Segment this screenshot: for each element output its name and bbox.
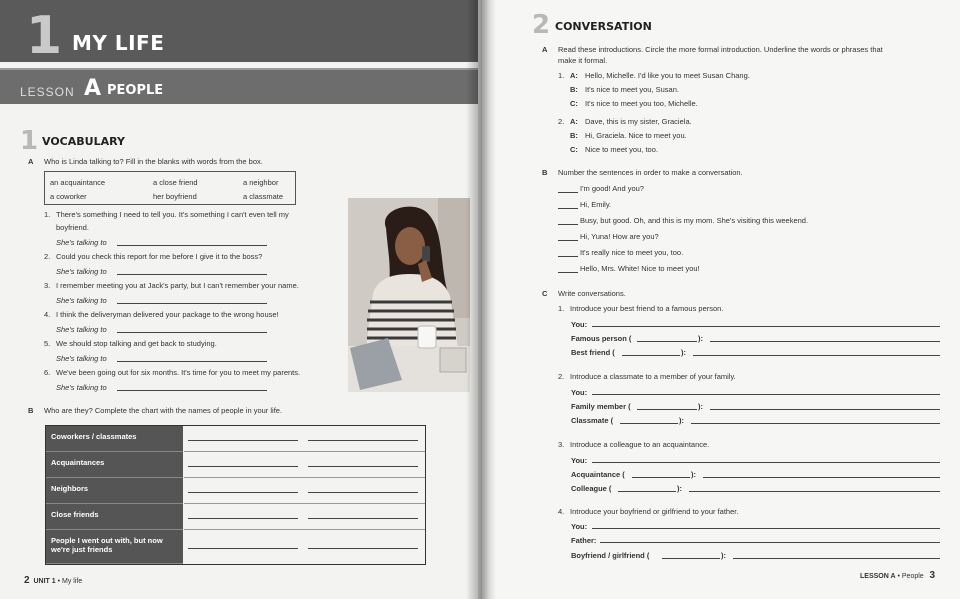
speaker: A: bbox=[570, 117, 578, 126]
dialog-line: Nice to meet you, too. bbox=[585, 145, 658, 154]
answer-prompt: She's talking to bbox=[56, 296, 107, 305]
exercise-a-instruction: Read these introductions. Circle the more formal introduction. Underline the words or phrases that bbox=[558, 45, 883, 54]
task-number: 2. bbox=[558, 372, 565, 381]
answer-prompt: She's talking to bbox=[56, 267, 107, 276]
footer-unit-title: My life bbox=[61, 578, 83, 585]
item-text: We should stop talking and get back to studying. bbox=[56, 339, 217, 348]
conversation-sentence: It's really nice to meet you, too. bbox=[580, 248, 684, 257]
speaker: C: bbox=[570, 99, 578, 108]
role-label: You: bbox=[571, 456, 588, 465]
conversation-sentence: Hi, Emily. bbox=[580, 200, 612, 209]
name-blank[interactable] bbox=[662, 558, 720, 559]
name-blank[interactable] bbox=[637, 409, 697, 410]
order-blank[interactable] bbox=[558, 256, 578, 257]
response-line[interactable] bbox=[592, 462, 940, 463]
answer-blank[interactable] bbox=[117, 245, 267, 246]
chart-row bbox=[46, 504, 425, 530]
dialog-number: 2. bbox=[558, 117, 565, 126]
item-text: Could you check this report for me before I give it to the boss? bbox=[56, 252, 263, 261]
lesson-title: PEOPLE bbox=[107, 83, 164, 98]
right-footer bbox=[860, 570, 935, 581]
word-option: a close friend bbox=[153, 178, 198, 187]
item-text: I think the deliveryman delivered your package to the wrong house! bbox=[56, 310, 279, 319]
answer-blank[interactable] bbox=[117, 390, 267, 391]
item-number: 3. bbox=[44, 281, 51, 290]
paren-close: ): bbox=[679, 416, 684, 425]
exercise-b-instruction: Who are they? Complete the chart with the names of people in your life. bbox=[44, 406, 283, 415]
order-blank[interactable] bbox=[558, 240, 578, 241]
task-text: Introduce your best friend to a famous person. bbox=[570, 304, 724, 313]
answer-prompt: She's talking to bbox=[56, 354, 107, 363]
chart-blank[interactable] bbox=[188, 466, 298, 467]
task-text: Introduce a colleague to an acquaintance. bbox=[570, 440, 710, 449]
role-label: You: bbox=[571, 320, 588, 329]
word-option: an acquaintance bbox=[50, 178, 106, 187]
chart-blank[interactable] bbox=[188, 518, 298, 519]
footer-separator: • bbox=[57, 578, 61, 585]
role-label: Famous person ( bbox=[571, 334, 632, 343]
chart-blank[interactable] bbox=[308, 518, 418, 519]
vocab-section-number: 1 bbox=[20, 126, 39, 156]
name-blank[interactable] bbox=[637, 341, 697, 342]
exercise-a-letter: A bbox=[542, 45, 548, 54]
dialog-number: 1. bbox=[558, 71, 565, 80]
word-option: a classmate bbox=[243, 192, 284, 201]
name-blank[interactable] bbox=[622, 355, 680, 356]
item-text: I remember meeting you at Jack's party, but I can't remember your name. bbox=[56, 281, 299, 290]
response-line[interactable] bbox=[592, 326, 940, 327]
footer-separator: • bbox=[897, 573, 900, 580]
item-number: 5. bbox=[44, 339, 51, 348]
conversation-section-number: 2 bbox=[532, 10, 551, 40]
exercise-b-instruction: Number the sentences in order to make a conversation. bbox=[558, 168, 743, 177]
footer-unit: UNIT 1 bbox=[33, 578, 56, 585]
word-box bbox=[44, 171, 296, 205]
page-number: 2 bbox=[24, 575, 30, 586]
response-line[interactable] bbox=[600, 542, 940, 543]
chart-blank[interactable] bbox=[188, 440, 298, 441]
order-blank[interactable] bbox=[558, 272, 578, 273]
response-line[interactable] bbox=[733, 558, 940, 559]
exercise-c-instruction: Write conversations. bbox=[558, 289, 626, 298]
conversation-sentence: I'm good! And you? bbox=[580, 184, 644, 193]
conversation-sentence: Hi, Yuna! How are you? bbox=[580, 232, 659, 241]
name-blank[interactable] bbox=[618, 491, 676, 492]
response-line[interactable] bbox=[710, 341, 940, 342]
speaker: A: bbox=[570, 71, 578, 80]
task-number: 4. bbox=[558, 507, 565, 516]
dialog-line: Hello, Michelle. I'd like you to meet Susan Chang. bbox=[585, 71, 750, 80]
conversation-sentence: Hello, Mrs. White! Nice to meet you! bbox=[580, 264, 700, 273]
footer-lesson: LESSON A bbox=[860, 573, 896, 580]
speaker: B: bbox=[570, 131, 578, 140]
chart-blank[interactable] bbox=[308, 548, 418, 549]
name-blank[interactable] bbox=[632, 477, 690, 478]
item-number: 4. bbox=[44, 310, 51, 319]
item-text: There's something I need to tell you. It's something I can't even tell my bbox=[56, 210, 289, 219]
name-blank[interactable] bbox=[620, 423, 678, 424]
response-line[interactable] bbox=[592, 394, 940, 395]
chart-blank[interactable] bbox=[308, 466, 418, 467]
role-label: Family member ( bbox=[571, 402, 631, 411]
item-text: We've been going out for six months. It's time for you to meet my parents. bbox=[56, 368, 301, 377]
word-option: a neighbor bbox=[243, 178, 279, 187]
item-number: 6. bbox=[44, 368, 51, 377]
left-page bbox=[0, 0, 478, 599]
lesson-letter: A bbox=[84, 76, 102, 101]
unit-number: 1 bbox=[26, 6, 63, 66]
conversation-sentence: Busy, but good. Oh, and this is my mom. She's visiting this weekend. bbox=[580, 216, 809, 225]
answer-blank[interactable] bbox=[117, 332, 267, 333]
chart-row bbox=[46, 452, 425, 478]
chart-row bbox=[46, 478, 425, 504]
role-label: Colleague ( bbox=[571, 484, 612, 493]
order-blank[interactable] bbox=[558, 192, 578, 193]
answer-blank[interactable] bbox=[117, 274, 267, 275]
conversation-section-title: CONVERSATION bbox=[555, 20, 652, 33]
role-label: Best friend ( bbox=[571, 348, 615, 357]
response-line[interactable] bbox=[691, 423, 940, 424]
exercise-a-instruction: Who is Linda talking to? Fill in the blanks with words from the box. bbox=[44, 157, 263, 166]
answer-prompt: She's talking to bbox=[56, 238, 107, 247]
people-chart bbox=[45, 425, 426, 565]
response-line[interactable] bbox=[693, 355, 940, 356]
speaker: B: bbox=[570, 85, 578, 94]
exercise-b-letter: B bbox=[542, 168, 548, 177]
lesson-word: LESSON bbox=[20, 85, 75, 99]
order-blank[interactable] bbox=[558, 208, 578, 209]
paren-close: ): bbox=[698, 334, 703, 343]
paren-close: ): bbox=[698, 402, 703, 411]
dialog-line: Dave, this is my sister, Graciela. bbox=[585, 117, 692, 126]
task-number: 1. bbox=[558, 304, 565, 313]
chart-row bbox=[46, 426, 425, 452]
item-text-cont: boyfriend. bbox=[56, 223, 89, 232]
speaker: C: bbox=[570, 145, 578, 154]
chart-blank[interactable] bbox=[188, 548, 298, 549]
chart-row-label: People I went out with, but now we're just friends bbox=[46, 530, 183, 564]
exercise-b-letter: B bbox=[28, 406, 34, 415]
role-label: You: bbox=[571, 522, 588, 531]
role-label: Father: bbox=[571, 536, 597, 545]
word-option: a coworker bbox=[50, 192, 87, 201]
exercise-a-letter: A bbox=[28, 157, 34, 166]
response-line[interactable] bbox=[710, 409, 940, 410]
exercise-c-letter: C bbox=[542, 289, 548, 298]
paren-close: ): bbox=[677, 484, 682, 493]
answer-prompt: She's talking to bbox=[56, 325, 107, 334]
paren-close: ): bbox=[721, 551, 726, 560]
right-page bbox=[482, 0, 960, 599]
exercise-a-instruction-cont: make it formal. bbox=[558, 56, 608, 65]
photo-illustration bbox=[348, 198, 470, 392]
unit-title: MY LIFE bbox=[72, 31, 165, 55]
role-label: Boyfriend / girlfriend ( bbox=[571, 551, 650, 560]
page-number: 3 bbox=[929, 570, 936, 581]
chart-blank[interactable] bbox=[308, 440, 418, 441]
chart-row-label: Coworkers / classmates bbox=[46, 426, 183, 452]
role-label: Acquaintance ( bbox=[571, 470, 625, 479]
vocab-section-title: VOCABULARY bbox=[42, 135, 125, 148]
chart-blank[interactable] bbox=[308, 492, 418, 493]
task-text: Introduce a classmate to a member of your family. bbox=[570, 372, 736, 381]
chart-row-label: Neighbors bbox=[46, 478, 183, 504]
answer-blank[interactable] bbox=[117, 303, 267, 304]
chart-row-label: Acquaintances bbox=[46, 452, 183, 478]
role-label: You: bbox=[571, 388, 588, 397]
dialog-line: It's nice to meet you too, Michelle. bbox=[585, 99, 698, 108]
task-text: Introduce your boyfriend or girlfriend to your father. bbox=[570, 507, 739, 516]
chart-blank[interactable] bbox=[188, 492, 298, 493]
woman-on-phone-photo bbox=[348, 198, 470, 392]
chart-row bbox=[46, 530, 425, 564]
item-number: 1. bbox=[44, 210, 51, 219]
paren-close: ): bbox=[681, 348, 686, 357]
response-line[interactable] bbox=[703, 477, 940, 478]
response-line[interactable] bbox=[592, 528, 940, 529]
chart-row-label: Close friends bbox=[46, 504, 183, 530]
answer-prompt: She's talking to bbox=[56, 383, 107, 392]
footer-lesson-title: People bbox=[901, 573, 924, 580]
book-gutter-shadow bbox=[466, 0, 496, 599]
item-number: 2. bbox=[44, 252, 51, 261]
task-number: 3. bbox=[558, 440, 565, 449]
order-blank[interactable] bbox=[558, 224, 578, 225]
answer-blank[interactable] bbox=[117, 361, 267, 362]
role-label: Classmate ( bbox=[571, 416, 614, 425]
response-line[interactable] bbox=[689, 491, 940, 492]
lesson-bar bbox=[0, 68, 478, 104]
dialog-line: Hi, Graciela. Nice to meet you. bbox=[585, 131, 687, 140]
left-footer bbox=[24, 575, 82, 586]
paren-close: ): bbox=[691, 470, 696, 479]
unit-banner bbox=[0, 0, 478, 66]
word-option: her boyfriend bbox=[153, 192, 197, 201]
dialog-line: It's nice to meet you, Susan. bbox=[585, 85, 679, 94]
